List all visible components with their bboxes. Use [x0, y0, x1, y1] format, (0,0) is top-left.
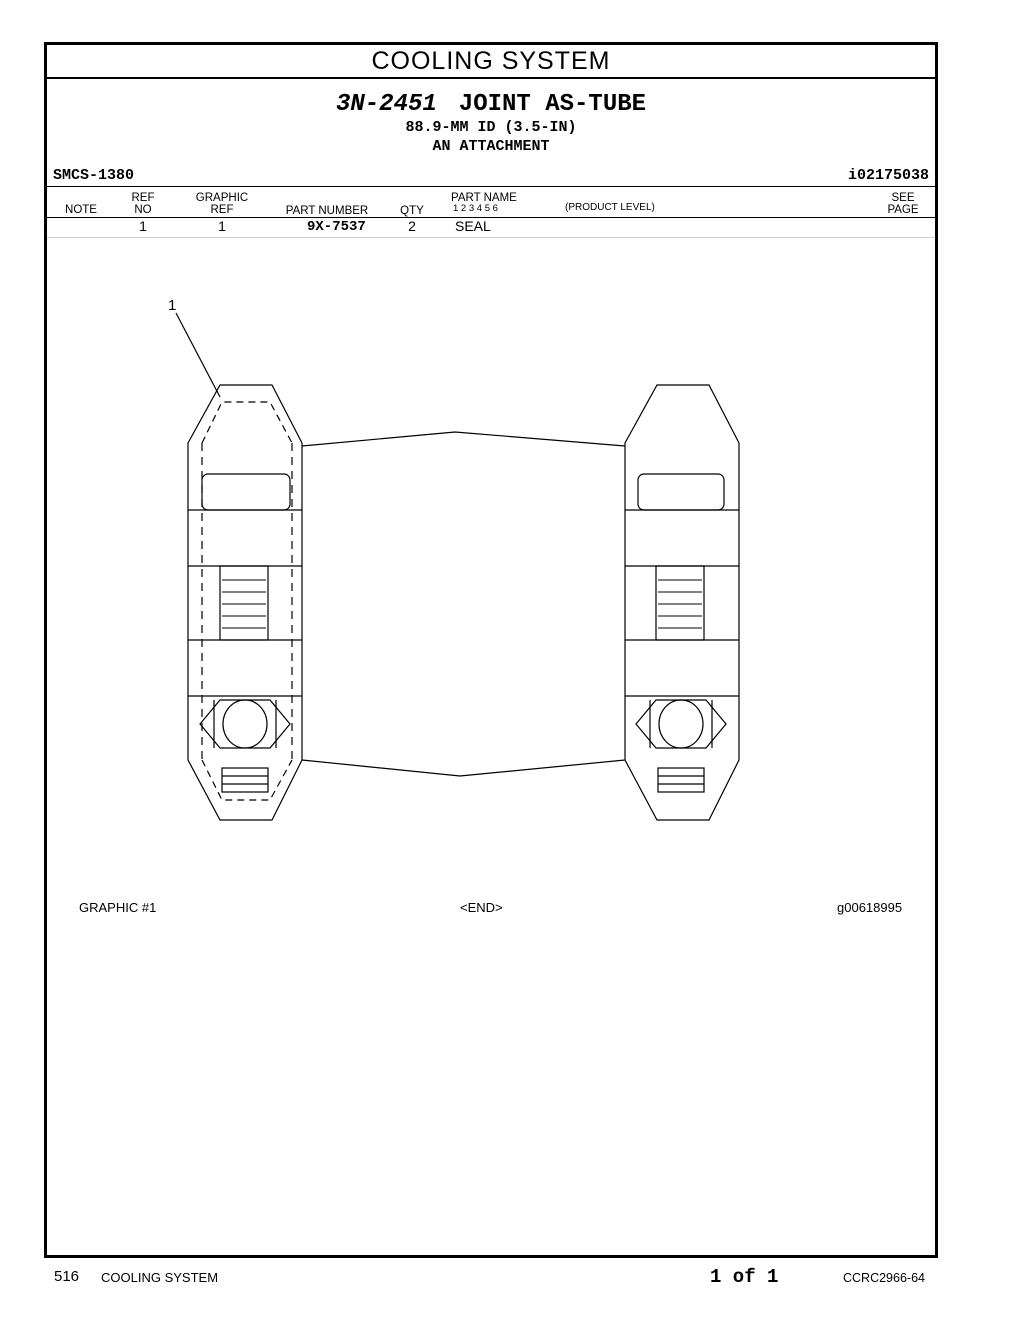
- col-product-level: (PRODUCT LEVEL): [565, 202, 655, 213]
- info-reference: i02175038: [847, 167, 929, 184]
- left-bolt-end: [222, 768, 268, 792]
- right-nut-face: [659, 700, 703, 748]
- row-ref-no: 1: [139, 218, 147, 234]
- left-clamp-outline: [188, 385, 302, 820]
- right-bolt-head: [638, 474, 724, 510]
- smcs-code: SMCS-1380: [53, 167, 135, 184]
- page-number: 516: [54, 1268, 80, 1285]
- col-note: NOTE: [65, 204, 97, 216]
- col-qty: QTY: [400, 205, 424, 217]
- group-part-number: 3N-2451: [335, 91, 437, 118]
- graphic-caption-left: GRAPHIC #1: [79, 900, 157, 915]
- page-of: 1 of 1: [710, 1266, 779, 1288]
- footer-section: COOLING SYSTEM: [101, 1270, 219, 1285]
- callout-leader-line: [176, 313, 220, 397]
- left-thread-body: [220, 566, 268, 640]
- col-ref-no-top: REF: [131, 192, 155, 204]
- left-nut-face: [223, 700, 267, 748]
- document-code: CCRC2966-64: [843, 1271, 925, 1285]
- left-seal-dashed-top: [202, 402, 292, 443]
- section-title: COOLING SYSTEM: [47, 45, 935, 79]
- right-bolt-end: [658, 768, 704, 792]
- tube-bottom-edge: [302, 760, 625, 776]
- graphic-caption-right: g00618995: [837, 900, 903, 915]
- col-see-page-top: SEE: [891, 192, 915, 204]
- right-clamp-outline: [625, 385, 739, 820]
- left-bolt-head: [202, 474, 290, 510]
- group-subtitle-size: 88.9-MM ID (3.5-IN): [405, 119, 577, 136]
- left-seal-dashed-bottom: [202, 760, 292, 800]
- col-graphic-ref-top: GRAPHIC: [195, 192, 249, 204]
- row-graphic-ref: 1: [218, 218, 226, 234]
- col-see-page-bottom: PAGE: [887, 204, 919, 216]
- col-part-name: PART NAME: [451, 192, 517, 204]
- tube-top-edge: [302, 432, 625, 446]
- row-part-name: SEAL: [455, 218, 491, 234]
- row-part-number[interactable]: 9X-7537: [307, 219, 366, 235]
- group-subtitle-attachment: AN ATTACHMENT: [432, 138, 550, 155]
- right-clamp: [625, 385, 739, 820]
- col-ref-no-bottom: NO: [134, 204, 152, 216]
- col-graphic-ref-bottom: REF: [210, 204, 234, 216]
- right-thread-body: [656, 566, 704, 640]
- graphic-caption-center: <END>: [460, 900, 503, 915]
- row-qty: 2: [408, 218, 416, 234]
- left-clamp: [188, 385, 302, 820]
- callout-label: 1: [168, 297, 177, 314]
- col-level-digits: 1 2 3 4 5 6: [453, 203, 498, 214]
- group-name: JOINT AS-TUBE: [458, 91, 647, 118]
- col-part-number: PART NUMBER: [285, 205, 369, 217]
